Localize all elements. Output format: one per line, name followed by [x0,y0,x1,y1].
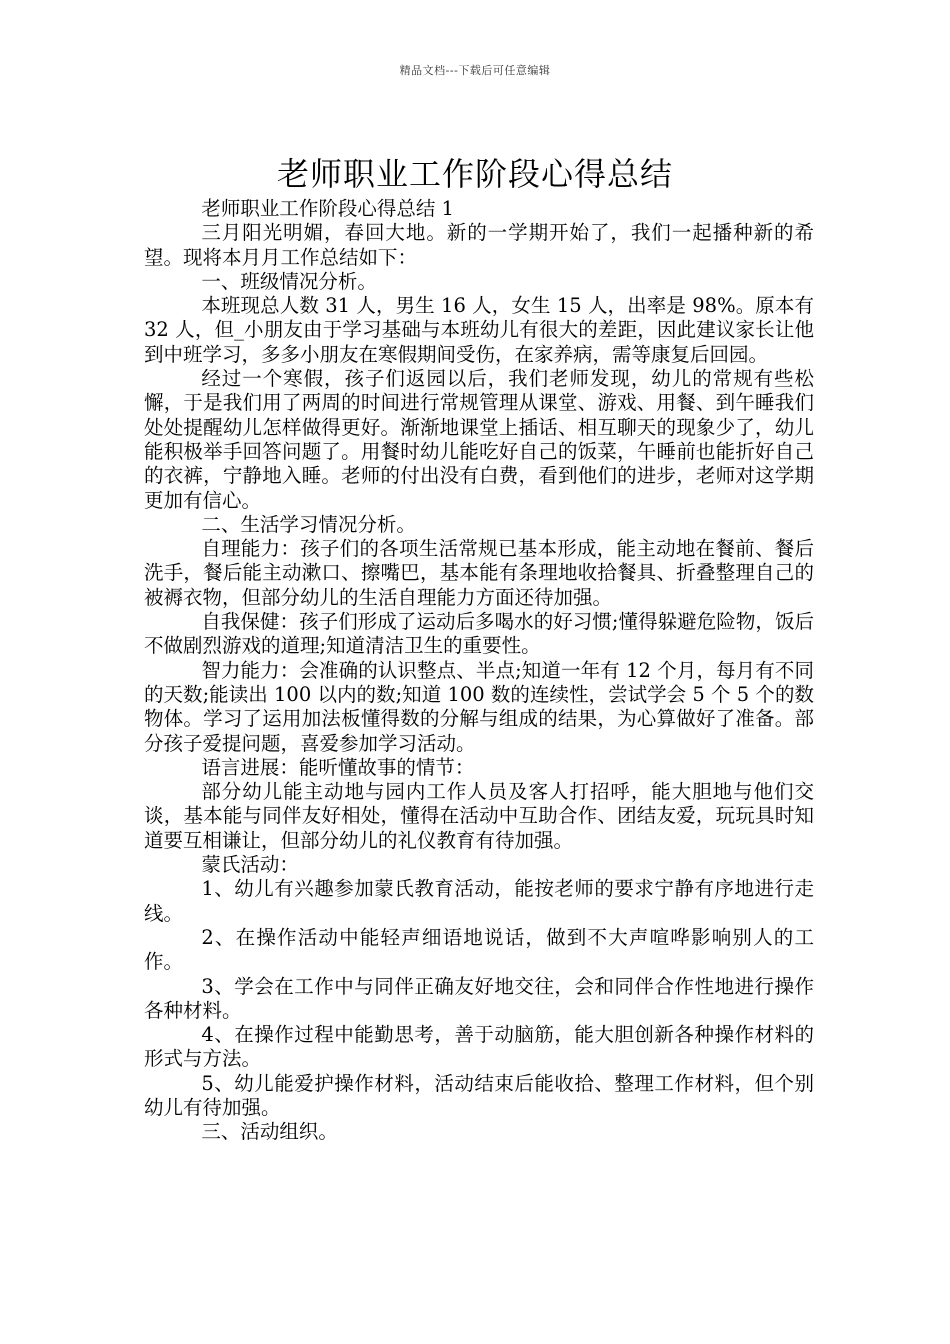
paragraph-montessori-item-3: 3、学会在工作中与同伴正确友好地交往，会和同伴合作性地进行操作各种材料。 [144,974,814,1022]
paragraph-heading-class-analysis: 一、班级情况分析。 [201,269,377,293]
paragraph-heading-activities: 三、活动组织。 [201,1120,338,1144]
paragraph-montessori-heading: 蒙氏活动： [201,853,299,877]
document-body [144,197,814,1145]
paragraph-heading-life-study: 二、生活学习情况分析。 [201,512,416,536]
paragraph-intro: 三月阳光明媚，春回大地。新的一学期开始了，我们一起播种新的希望。现将本月月工作总结如下： [144,221,814,269]
paragraph-section-heading: 老师职业工作阶段心得总结 1 [201,197,454,220]
paragraph-montessori-item-5: 5、幼儿能爱护操作材料，活动结束后能收拾、整理工作材料，但个别幼儿有待加强。 [144,1071,814,1119]
paragraph-montessori-item-1: 1、幼儿有兴趣参加蒙氏教育活动，能按老师的要求宁静有序地进行走线。 [144,877,814,925]
paragraph-montessori-item-2: 2、在操作活动中能轻声细语地说话，做到不大声喧哗影响别人的工作。 [144,925,814,974]
paragraph-montessori-item-4: 4、在操作过程中能勤思考，善于动脑筋，能大胆创新各种操作材料的形式与方法。 [144,1023,814,1071]
paragraph-class-stats: 本班现总人数 31 人，男生 16 人，女生 15 人，出率是 98%。原本有 32 人，但_小朋友由于学习基础与本班幼儿有很大的差距，因此建议家长让他到中班学习，多多小朋友在寒假期间受伤，在家养病，需等康复后回园。 [144,294,814,366]
paragraph-language: 语言进展：能听懂故事的情节： [201,755,475,779]
paragraph-social: 部分幼儿能主动地与园内工作人员及客人打招呼，能大胆地与他们交谈，基本能与同伴友好相处，懂得在活动中互助合作、团结友爱，玩玩具时知道要互相谦让，但部分幼儿的礼仪教育有待加强。 [144,780,814,852]
paragraph-routine: 经过一个寒假，孩子们返园以后，我们老师发现，幼儿的常规有些松懈，于是我们用了两周的时间进行常规管理从课堂、游戏、用餐、到午睡我们处处提醒幼儿怎样做得更好。渐渐地课堂上插话、相互聊天的现象少了，幼儿能积极举手回答问题了。用餐时幼儿能吃好自己的饭菜，午睡前也能折好自己的衣裤，宁静地入睡。老师的付出没有白费，看到他们的进步，老师对这学期更加有信心。 [144,367,814,512]
paragraph-self-care: 自理能力：孩子们的各项生活常规已基本形成，能主动地在餐前、餐后洗手，餐后能主动漱口、擦嘴巴，基本能有条理地收拾餐具、折叠整理自己的被褥衣物，但部分幼儿的生活自理能力方面还待加强。 [144,537,814,609]
document-title: 老师职业工作阶段心得总结 [276,155,673,194]
paragraph-health: 自我保健：孩子们形成了运动后多喝水的好习惯;懂得躲避危险物，饭后不做剧烈游戏的道理;知道清洁卫生的重要性。 [144,610,814,658]
paragraph-intellect: 智力能力：会准确的认识整点、半点;知道一年有 12 个月，每月有不同的天数;能读出 100 以内的数;知道 100 数的连续性，尝试学会 5 个 5 个的数物体。学习了运用加法板懂得数的分解与组成的结果，为心算做好了准备。部分孩子爱提问题，喜爱参加学习活动。 [144,658,814,755]
header-note: 精品文档---下载后可任意编辑 [399,64,551,77]
